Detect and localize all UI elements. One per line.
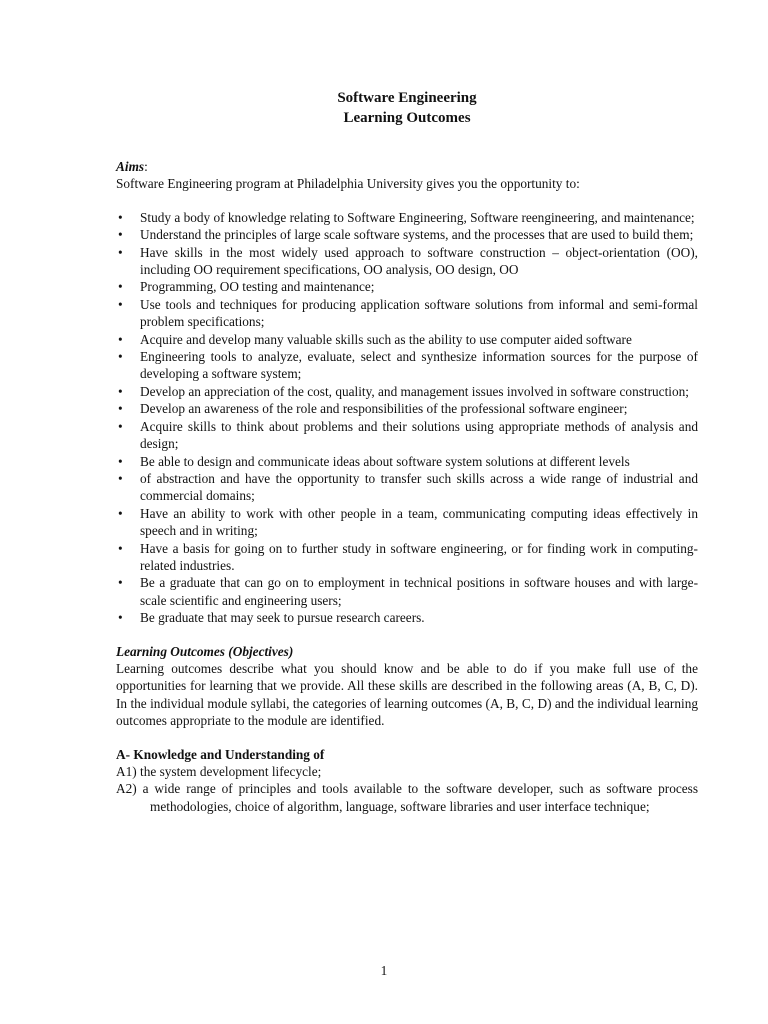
- bullet-icon: •: [118, 505, 123, 521]
- aims-list-item-text: Engineering tools to analyze, evaluate, select and synthesize information sources for the purpose of developing a software system;: [140, 349, 698, 382]
- aims-list-item: [116, 453, 698, 470]
- aims-list-item: [116, 574, 698, 609]
- aims-label: Aims: [116, 159, 145, 174]
- aims-list-item-text: Be graduate that may seek to pursue research careers.: [140, 610, 425, 626]
- aims-list: [116, 209, 698, 627]
- aims-list-item: [116, 383, 698, 400]
- page-number: 1: [380, 963, 388, 978]
- aims-list-item-text: Have an ability to work with other people in a team, communicating computing ideas effectively in speech and in writing;: [140, 505, 698, 539]
- aims-list-item-text: Develop an awareness of the role and responsibilities of the professional software engineer;: [140, 401, 628, 417]
- aims-list-item: [116, 331, 698, 348]
- aims-intro: Software Engineering program at Philadelphia University gives you the opportunity to:: [116, 176, 580, 192]
- outcome-a1: A1) the system development lifecycle;: [116, 764, 322, 779]
- bullet-icon: •: [118, 296, 123, 312]
- aims-list-item: [116, 609, 698, 626]
- aims-list-item: [116, 470, 698, 505]
- aims-list-item-text: Study a body of knowledge relating to Software Engineering, Software reengineering, and maintenance;: [140, 209, 695, 225]
- learning-outcomes-text: Learning outcomes describe what you should know and be able to do if you make full use of the opportunities for learning that we provide. All these skills are described in the following areas (A, B, C, D). In the individual module syllabi, the categories of learning outcomes (A, B, C, D) and the individual learning outcomes appropriate to the module are identified.: [116, 660, 698, 729]
- aims-list-item-text: Use tools and techniques for producing application software solutions from informal and semi-formal problem specifications;: [140, 296, 698, 330]
- aims-list-item-text: of abstraction and have the opportunity to transfer such skills across a wide range of industrial and commercial domains;: [140, 470, 698, 504]
- document-title-line1: Software Engineering: [337, 90, 477, 106]
- aims-list-item-text: Acquire skills to think about problems and their solutions using appropriate methods of analysis and design;: [140, 418, 698, 452]
- aims-list-item: [116, 418, 698, 453]
- document-body: [116, 88, 698, 815]
- bullet-icon: •: [118, 575, 123, 591]
- aims-list-item-text: Be able to design and communicate ideas about software system solutions at different levels: [140, 453, 630, 469]
- aims-list-item-text: Acquire and develop many valuable skills such as the ability to use computer aided software: [140, 331, 632, 347]
- aims-list-item: [116, 244, 698, 279]
- aims-list-item-text: Be a graduate that can go on to employment in technical positions in software houses and with large-scale scientific and engineering users;: [140, 575, 698, 608]
- aims-list-item-text: Have a basis for going on to further study in software engineering, or for finding work in computing-related industries.: [140, 540, 698, 573]
- aims-list-item-text: Understand the principles of large scale software systems, and the processes that are used to build them;: [140, 227, 694, 243]
- bullet-icon: •: [118, 209, 123, 225]
- aims-list-item: [116, 505, 698, 540]
- aims-colon: :: [144, 159, 148, 174]
- bullet-icon: •: [118, 227, 123, 243]
- learning-outcomes-heading: Learning Outcomes (Objectives): [116, 643, 294, 659]
- bullet-icon: •: [118, 453, 123, 469]
- aims-list-item: [116, 296, 698, 331]
- bullet-icon: •: [118, 610, 123, 626]
- aims-list-item-text: Develop an appreciation of the cost, quality, and management issues involved in software construction;: [140, 383, 689, 399]
- aims-list-item: [116, 278, 698, 295]
- bullet-icon: •: [118, 279, 123, 295]
- document-title-line2: Learning Outcomes: [343, 110, 471, 126]
- aims-list-item: [116, 540, 698, 575]
- bullet-icon: •: [118, 418, 123, 434]
- aims-list-item: [116, 400, 698, 417]
- aims-list-item-text: Have skills in the most widely used approach to software construction – object-orientation (OO), including OO requirement specifications, OO analysis, OO design, OO: [140, 244, 698, 278]
- aims-heading: [116, 158, 698, 175]
- aims-list-item-text: Programming, OO testing and maintenance;: [140, 279, 375, 295]
- outcome-a2: A2) a wide range of principles and tools available to the software developer, such as software process methodologies, choice of algorithm, language, software libraries and user interface technique;: [116, 781, 698, 814]
- aims-list-item: [116, 348, 698, 383]
- bullet-icon: •: [118, 401, 123, 417]
- bullet-icon: •: [118, 470, 123, 486]
- aims-list-item: [116, 209, 698, 226]
- bullet-icon: •: [118, 383, 123, 399]
- bullet-icon: •: [118, 540, 123, 556]
- aims-list-item: [116, 226, 698, 243]
- bullet-icon: •: [118, 244, 123, 260]
- bullet-icon: •: [118, 349, 123, 365]
- bullet-icon: •: [118, 331, 123, 347]
- section-a-heading: A- Knowledge and Understanding of: [116, 746, 325, 762]
